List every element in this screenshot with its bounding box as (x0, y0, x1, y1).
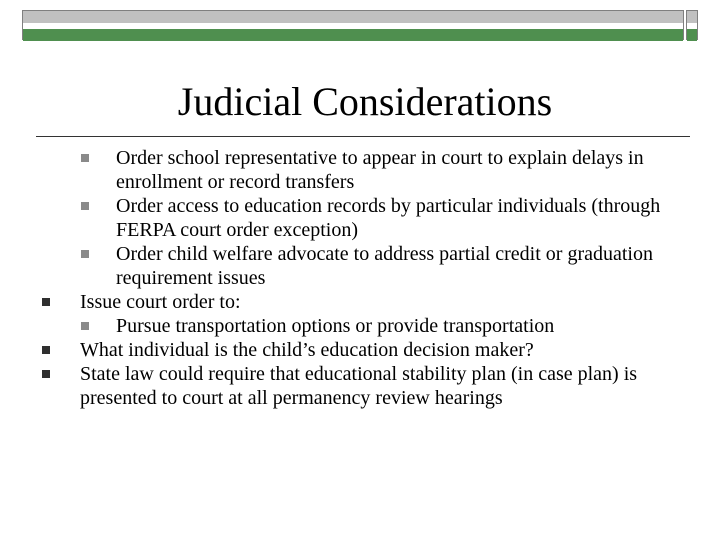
header-green-strip (23, 29, 683, 41)
header-gray-strip (23, 11, 683, 23)
header-gray-strip-small (687, 11, 697, 23)
square-bullet-icon (81, 322, 89, 330)
slide-title: Judicial Considerations (177, 79, 553, 124)
bullet-text: State law could require that educational stability plan (in case plan) is presented to court at all permanency review hearings (80, 363, 638, 409)
bullet-item (0, 338, 720, 362)
bullet-item (0, 314, 720, 338)
bullet-item (0, 290, 720, 314)
square-bullet-icon (42, 370, 50, 378)
square-bullet-icon (42, 346, 50, 354)
header-decoration (22, 10, 698, 42)
bullet-list (0, 146, 720, 410)
square-bullet-icon (81, 154, 89, 162)
bullet-text: Order school representative to appear in court to explain delays in enrollment or record transfers (116, 147, 644, 193)
bullet-item (0, 362, 720, 410)
bullet-item (0, 242, 720, 290)
bullet-item (0, 146, 720, 194)
square-bullet-icon (81, 250, 89, 258)
bullet-text: Issue court order to: (80, 291, 241, 313)
bullet-text: What individual is the child’s education decision maker? (80, 339, 534, 361)
header-band-small-box (686, 10, 698, 40)
bullet-text: Pursue transportation options or provide transportation (116, 315, 555, 337)
bullet-text: Order access to education records by particular individuals (through FERPA court order exception) (116, 195, 661, 241)
square-bullet-icon (42, 298, 50, 306)
header-green-strip-small (687, 29, 697, 41)
square-bullet-icon (81, 202, 89, 210)
bullet-item (0, 194, 720, 242)
header-band-box (22, 10, 684, 40)
bullet-text: Order child welfare advocate to address partial credit or graduation requirement issues (116, 243, 653, 289)
title-divider (36, 136, 690, 137)
